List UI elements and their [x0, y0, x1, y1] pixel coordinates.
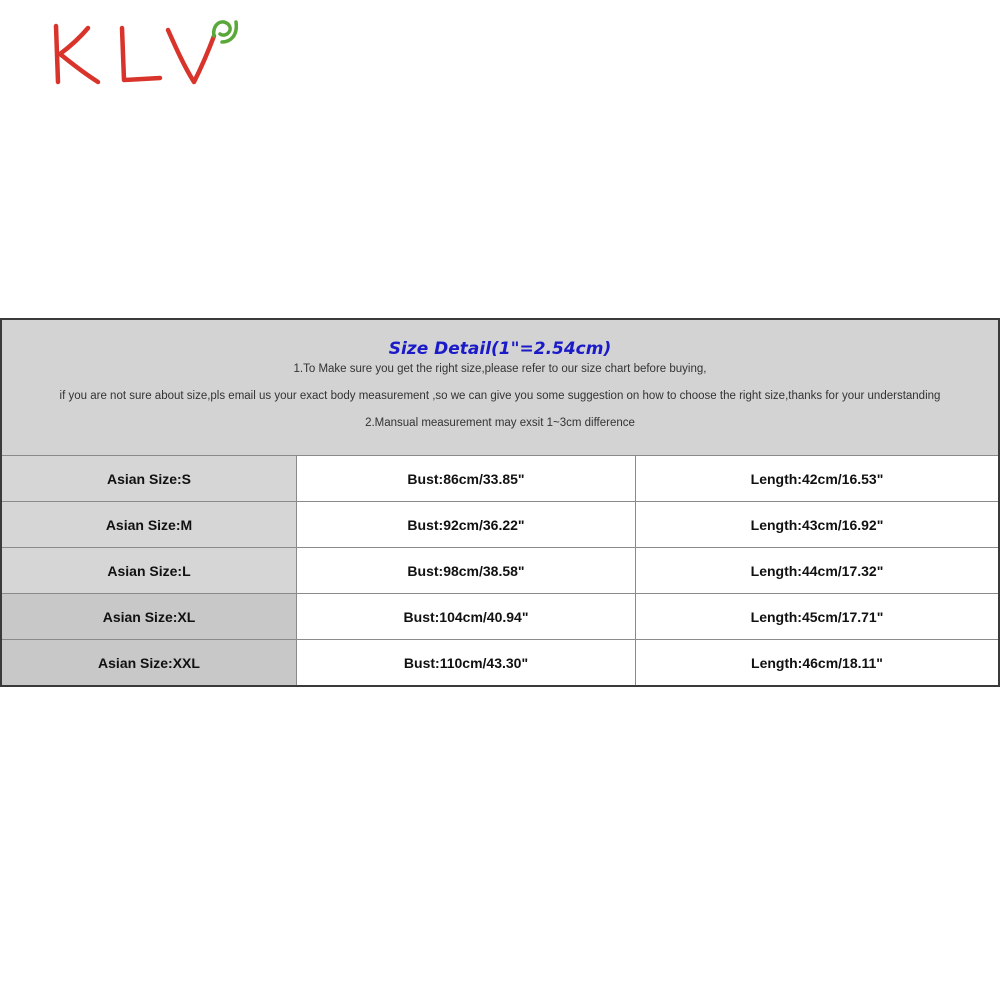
size-row-l	[2, 548, 998, 594]
klv-logo	[44, 12, 244, 92]
size-chart-title: Size Detail(1"=2.54cm)	[388, 339, 612, 359]
size-label: Asian Size:M	[2, 502, 297, 547]
bust-value: Bust:110cm/43.30"	[297, 640, 636, 685]
size-label: Asian Size:XL	[2, 594, 297, 639]
length-value: Length:44cm/17.32"	[636, 548, 998, 593]
length-value: Length:46cm/18.11"	[636, 640, 998, 685]
size-label: Asian Size:L	[2, 548, 297, 593]
size-note-2: if you are not sure about size,pls email us your exact body measurement ,so we can give you some suggestion on how to choose the right size,thanks for your understanding	[59, 390, 941, 402]
length-value: Length:42cm/16.53"	[636, 456, 998, 501]
size-row-s	[2, 456, 998, 502]
bust-value: Bust:98cm/38.58"	[297, 548, 636, 593]
bust-value: Bust:86cm/33.85"	[297, 456, 636, 501]
length-value: Length:43cm/16.92"	[636, 502, 998, 547]
bust-value: Bust:92cm/36.22"	[297, 502, 636, 547]
size-note-1: 1.To Make sure you get the right size,please refer to our size chart before buying,	[293, 363, 707, 375]
size-chart-header	[2, 320, 998, 456]
size-row-xl	[2, 594, 998, 640]
size-note-3: 2.Mansual measurement may exsit 1~3cm difference	[365, 417, 635, 429]
size-label: Asian Size:S	[2, 456, 297, 501]
size-label: Asian Size:XXL	[2, 640, 297, 685]
size-chart	[0, 318, 1000, 687]
bust-value: Bust:104cm/40.94"	[297, 594, 636, 639]
length-value: Length:45cm/17.71"	[636, 594, 998, 639]
size-row-xxl	[2, 640, 998, 685]
size-row-m	[2, 502, 998, 548]
